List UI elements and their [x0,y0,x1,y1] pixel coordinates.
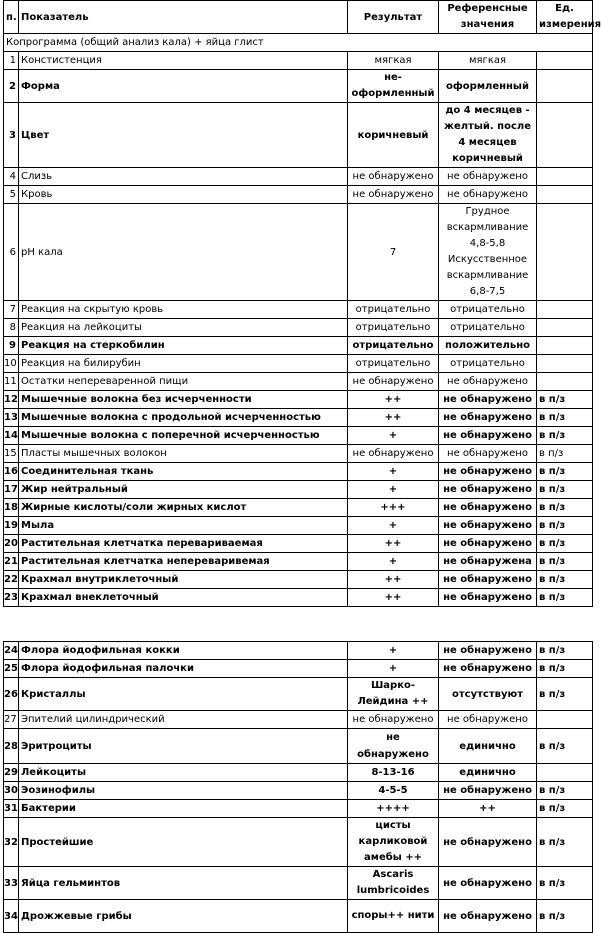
row-indicator: Цвет [19,103,348,168]
row-indicator: Эпителий цилиндрический [19,711,348,729]
row-unit [537,764,593,782]
row-result: ++++ [348,800,439,818]
row-reference: не обнаружено [439,445,537,463]
row-unit [537,373,593,391]
row-reference: не обнаружено [439,499,537,517]
table-row [4,301,593,319]
row-reference: ++ [439,800,537,818]
table-header-row [4,1,593,34]
row-reference: не обнаружено [439,589,537,607]
row-num: 31 [4,800,19,818]
row-num: 18 [4,499,19,517]
row-reference: не обнаружено [439,571,537,589]
row-unit [537,355,593,373]
row-unit: в п/з [537,782,593,800]
row-unit [537,319,593,337]
row-num: 24 [4,642,19,660]
row-result: ++ [348,571,439,589]
row-reference: единично [439,764,537,782]
row-indicator: Бактерии [19,800,348,818]
row-num: 6 [4,204,19,301]
row-num: 7 [4,301,19,319]
row-result: цисты карликовой амебы ++ [348,818,439,867]
row-result: отрицательно [348,301,439,319]
row-result: 8-13-16 [348,764,439,782]
row-num: 32 [4,818,19,867]
row-result: не обнаружено [348,186,439,204]
header-unit: Ед. измерения [537,1,593,34]
row-result: не обнаружено [348,168,439,186]
row-unit: в п/з [537,660,593,678]
row-reference: отрицательно [439,319,537,337]
row-indicator: Эозинофилы [19,782,348,800]
table-row [4,427,593,445]
row-unit: в п/з [537,818,593,867]
row-unit: в п/з [537,642,593,660]
table-row [4,337,593,355]
row-reference: отрицательно [439,301,537,319]
row-result: Ascaris lumbricoides [348,867,439,900]
section-title: Копрограмма (общий анализ кала) + яйца глист [4,34,593,52]
row-result: + [348,517,439,535]
row-indicator: pH кала [19,204,348,301]
row-indicator: Дрожжевые грибы [19,900,348,933]
row-num: 30 [4,782,19,800]
row-reference: не обнаружено [439,782,537,800]
table-row [4,782,593,800]
row-num: 15 [4,445,19,463]
row-unit [537,337,593,355]
row-result: не обнаружено [348,729,439,764]
row-num: 33 [4,867,19,900]
row-unit [537,186,593,204]
row-unit: в п/з [537,409,593,427]
table-row [4,553,593,571]
row-unit: в п/з [537,517,593,535]
row-num: 29 [4,764,19,782]
row-unit: в п/з [537,678,593,711]
row-result: не обнаружено [348,445,439,463]
row-indicator: Яйца гельминтов [19,867,348,900]
table-row [4,900,593,933]
row-result: + [348,481,439,499]
row-unit [537,711,593,729]
row-reference: Грудное вскармливание 4,8-5,8 Искусственное вскармливание 6,8-7,5 [439,204,537,301]
row-num: 12 [4,391,19,409]
row-result: + [348,427,439,445]
results-table-page-2 [3,641,593,933]
row-indicator: Крахмал внеклеточный [19,589,348,607]
row-unit: в п/з [537,729,593,764]
table-row [4,204,593,301]
row-reference: отрицательно [439,355,537,373]
row-reference: не обнаружена [439,553,537,571]
row-unit [537,168,593,186]
table-row [4,818,593,867]
row-unit [537,301,593,319]
table-row [4,571,593,589]
row-indicator: Мышечные волокна с поперечной исчерченностью [19,427,348,445]
table-row [4,373,593,391]
row-unit: в п/з [537,445,593,463]
row-reference: не обнаружено [439,711,537,729]
table-row [4,481,593,499]
row-unit: в п/з [537,800,593,818]
table-row [4,409,593,427]
row-indicator: Эритроциты [19,729,348,764]
row-result: + [348,660,439,678]
row-reference: до 4 месяцев - желтый. после 4 месяцев коричневый [439,103,537,168]
row-reference: оформленный [439,70,537,103]
row-unit: в п/з [537,553,593,571]
row-result: + [348,463,439,481]
row-result: + [348,642,439,660]
row-indicator: Мышечные волокна без исчерченности [19,391,348,409]
row-reference: мягкая [439,52,537,70]
table-row [4,103,593,168]
row-num: 21 [4,553,19,571]
row-indicator: Растительная клетчатка перевариваемая [19,535,348,553]
table-row [4,445,593,463]
results-table-page-1 [3,0,601,607]
header-reference: Референсные значения [439,1,537,34]
row-reference: не обнаружено [439,391,537,409]
row-result: ++ [348,535,439,553]
row-unit: в п/з [537,900,593,933]
row-num: 22 [4,571,19,589]
row-indicator: Жирные кислоты/соли жирных кислот [19,499,348,517]
table-row [4,764,593,782]
header-result: Результат [348,1,439,34]
row-num: 5 [4,186,19,204]
row-indicator: Жир нейтральный [19,481,348,499]
row-indicator: Крахмал внутриклеточный [19,571,348,589]
row-reference: единично [439,729,537,764]
row-unit: в п/з [537,427,593,445]
row-indicator: Слизь [19,168,348,186]
table-row [4,168,593,186]
row-num: 20 [4,535,19,553]
row-reference: не обнаружено [439,409,537,427]
row-indicator: Мышечные волокна с продольной исчерченностью [19,409,348,427]
row-num: 16 [4,463,19,481]
row-reference: не обнаружено [439,818,537,867]
row-result: 4-5-5 [348,782,439,800]
row-unit: в п/з [537,867,593,900]
row-reference: не обнаружено [439,660,537,678]
row-result: ++ [348,589,439,607]
row-result: 7 [348,204,439,301]
table-row [4,517,593,535]
row-num: 17 [4,481,19,499]
row-indicator: Растительная клетчатка непереваривемая [19,553,348,571]
table-row [4,52,593,70]
table-row [4,642,593,660]
row-num: 13 [4,409,19,427]
table-row [4,186,593,204]
row-unit [537,52,593,70]
row-unit: в п/з [537,589,593,607]
table-row [4,711,593,729]
row-result: ++ [348,409,439,427]
row-indicator: Кровь [19,186,348,204]
row-num: 10 [4,355,19,373]
row-indicator: Лейкоциты [19,764,348,782]
row-result: ++ [348,391,439,409]
row-result: отрицательно [348,319,439,337]
row-unit: в п/з [537,481,593,499]
table-row [4,319,593,337]
row-result: Шарко-Лейдина ++ [348,678,439,711]
row-unit: в п/з [537,571,593,589]
row-indicator: Мыла [19,517,348,535]
row-result: мягкая [348,52,439,70]
row-num: 34 [4,900,19,933]
row-unit [537,204,593,301]
table-row [4,660,593,678]
row-reference: не обнаружено [439,535,537,553]
row-num: 14 [4,427,19,445]
row-reference: не обнаружено [439,867,537,900]
section-row [4,34,593,52]
row-num: 4 [4,168,19,186]
header-num: п. [4,1,19,34]
row-result: отрицательно [348,337,439,355]
row-indicator: Реакция на скрытую кровь [19,301,348,319]
row-indicator: Простейшие [19,818,348,867]
row-indicator: Кристаллы [19,678,348,711]
row-indicator: Реакция на лейкоциты [19,319,348,337]
row-indicator: Пласты мышечных волокон [19,445,348,463]
row-reference: не обнаружено [439,517,537,535]
row-unit: в п/з [537,391,593,409]
row-unit: в п/з [537,535,593,553]
row-result: коричневый [348,103,439,168]
row-num: 27 [4,711,19,729]
row-result: +++ [348,499,439,517]
row-num: 26 [4,678,19,711]
row-indicator: Реакция на стеркобилин [19,337,348,355]
row-reference: не обнаружено [439,463,537,481]
row-reference: не обнаружено [439,900,537,933]
row-unit [537,103,593,168]
row-indicator: Форма [19,70,348,103]
row-num: 9 [4,337,19,355]
row-num: 28 [4,729,19,764]
table-row [4,499,593,517]
row-reference: не обнаружено [439,427,537,445]
row-reference: не обнаружено [439,373,537,391]
row-indicator: Соединительная ткань [19,463,348,481]
row-num: 1 [4,52,19,70]
table-row [4,800,593,818]
row-result: отрицательно [348,355,439,373]
row-num: 25 [4,660,19,678]
row-reference: положительно [439,337,537,355]
row-unit: в п/з [537,499,593,517]
row-num: 23 [4,589,19,607]
row-reference: не обнаружено [439,186,537,204]
table-row [4,70,593,103]
table-row [4,729,593,764]
row-result: споры++ нити [348,900,439,933]
row-reference: не обнаружено [439,168,537,186]
row-reference: отсутствуют [439,678,537,711]
row-reference: не обнаружено [439,642,537,660]
row-indicator: Констистенция [19,52,348,70]
row-result: не обнаружено [348,373,439,391]
row-num: 3 [4,103,19,168]
row-result: + [348,553,439,571]
row-num: 19 [4,517,19,535]
row-result: не-оформленный [348,70,439,103]
table-row [4,678,593,711]
table-row [4,463,593,481]
row-indicator: Реакция на билирубин [19,355,348,373]
row-indicator: Флора йодофильная палочки [19,660,348,678]
row-num: 2 [4,70,19,103]
table-row [4,589,593,607]
row-num: 11 [4,373,19,391]
table-row [4,867,593,900]
row-num: 8 [4,319,19,337]
table-row [4,355,593,373]
table-row [4,391,593,409]
row-reference: не обнаружено [439,481,537,499]
row-unit: в п/з [537,463,593,481]
row-indicator: Остатки непереваренной пищи [19,373,348,391]
table-row [4,535,593,553]
row-indicator: Флора йодофильная кокки [19,642,348,660]
header-indicator: Показатель [19,1,348,34]
row-unit [537,70,593,103]
row-result: не обнаружено [348,711,439,729]
